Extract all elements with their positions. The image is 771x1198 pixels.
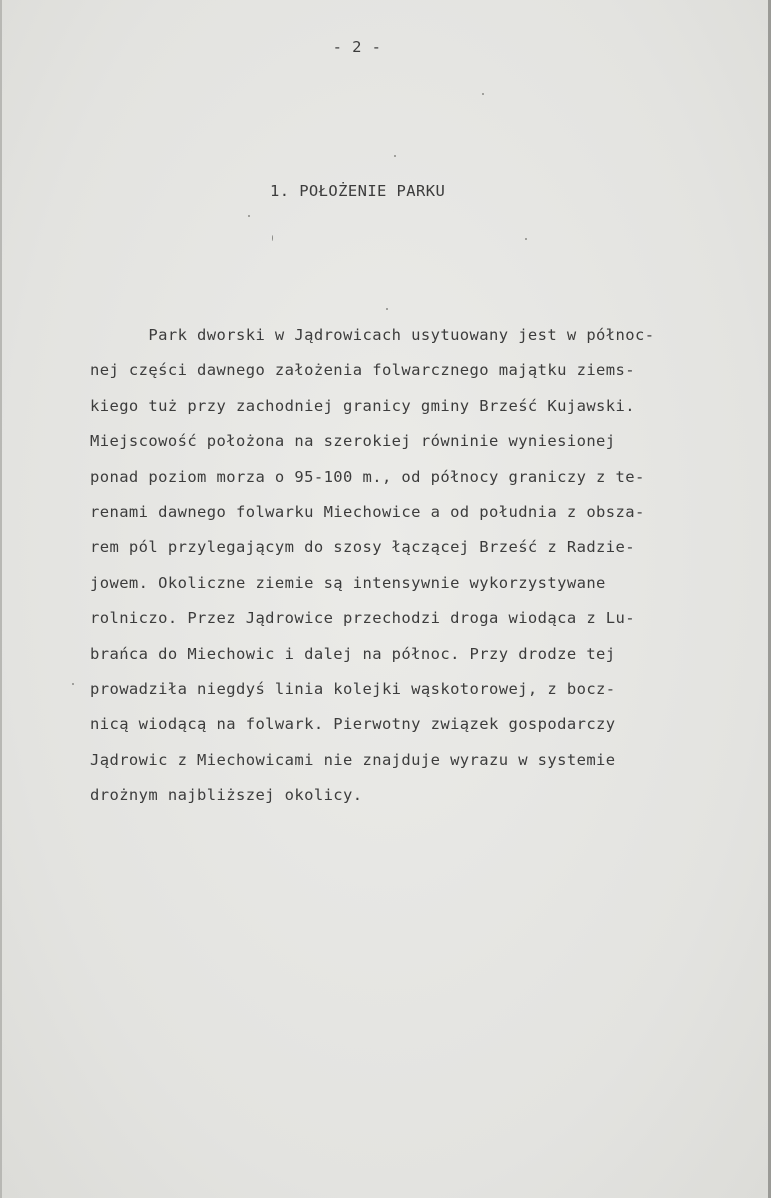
text-line: ponad poziom morza o 95-100 m., od północy graniczy z te- (90, 467, 645, 486)
text-line: prowadziła niegdyś linia kolejki wąskotorowej, z bocz- (90, 679, 616, 698)
paper-speck (394, 155, 396, 157)
text-line: nej części dawnego założenia folwarcznego majątku ziems- (90, 361, 635, 380)
text-line: jowem. Okoliczne ziemie są intensywnie wykorzystywane (90, 573, 606, 592)
section-heading: 1. POŁOŻENIE PARKU (270, 182, 446, 200)
paper-speck (248, 215, 250, 217)
text-line: renami dawnego folwarku Miechowice a od południa z obsza- (90, 502, 645, 521)
text-line: brańca do Miechowic i dalej na północ. Przy drodze tej (90, 644, 616, 663)
text-line: Park dworski w Jądrowicach usytuowany jest w północ- (90, 326, 655, 344)
page-number: - 2 - (332, 38, 382, 56)
paper-speck (272, 235, 273, 241)
text-line: kiego tuż przy zachodniej granicy gminy Brześć Kujawski. (90, 396, 635, 415)
paper-speck (525, 238, 527, 240)
text-line: rolniczo. Przez Jądrowice przechodzi droga wiodąca z Lu- (90, 609, 635, 628)
body-paragraph (90, 318, 730, 813)
paper-speck (386, 308, 388, 310)
text-line: drożnym najbliższej okolicy. (90, 786, 363, 805)
paper-speck (72, 683, 74, 685)
text-line: rem pól przylegającym do szosy łączącej Brześć z Radzie- (90, 538, 635, 557)
text-line: Miejscowość położona na szerokiej równinie wyniesionej (90, 432, 616, 451)
text-line: Jądrowic z Miechowicami nie znajduje wyrazu w systemie (90, 750, 616, 769)
text-line: nicą wiodącą na folwark. Pierwotny związek gospodarczy (90, 715, 616, 734)
paper-speck (482, 93, 484, 95)
